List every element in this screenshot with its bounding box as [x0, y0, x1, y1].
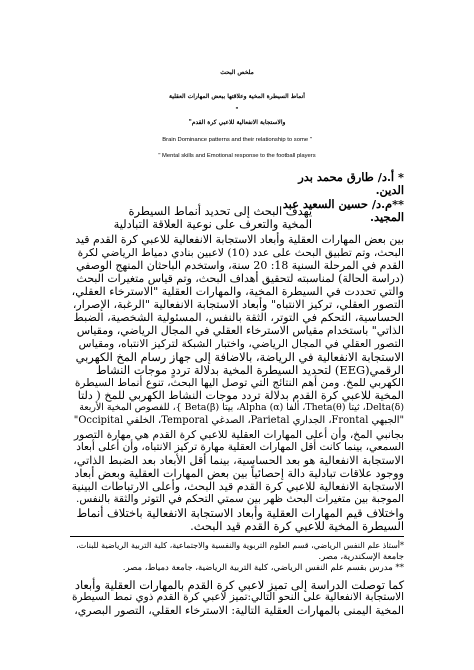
body-line: الموجبة بين متغيرات البحث ظهر بين سمتي التحكم في التوتر والثقة بالنفس. — [76, 493, 404, 505]
body-line: الاستجابة الانفعالية للاعبي كرة القدم قيد البحث، وأعلى الارتباطات البينية — [71, 480, 404, 493]
body-line: الكهربي للمخ. ومن أهم النتائج التي توصل اليها البحث، تنوع أنماط السيطرة — [74, 376, 404, 389]
body-line: (دراسة الحالة) لمناسبته لتحقيق أهداف البحث، وتم قياس متغيرات البحث — [76, 272, 404, 285]
body-line: الاستجابة الانفعالية هو بعد الحساسية، بينما أقل الأبعاد بعد الضبط الذاتي، — [73, 454, 404, 467]
body-line: القدم في المرحلة السنية 18: 20 سنة، واستخدم الباحثان المنهج الوصفي — [76, 259, 404, 272]
body-line: السيطرة المخية للاعبي كرة القدم قيد البحث. — [190, 519, 404, 533]
body-line: بجانبي المخ، وأن أعلى المهارات العقلية للاعبي كرة القدم هي مهارة التصور — [74, 428, 404, 441]
arabic-title-line-2: " — [235, 107, 239, 114]
footnote-1-cont: جامعة الإسكندرية، مصر. — [318, 552, 404, 562]
footnote-1: *أستاذ علم النفس الرياضي، قسم العلوم التربوية والنفسية والاجتماعية، كلية التربية الرياضية للبنات، — [76, 541, 404, 550]
body-line: ووجود علاقات تبادلية دالة إحصائياً بين بعض المهارات العقلية وبعض أبعاد — [74, 467, 404, 480]
footnote-separator — [70, 536, 404, 537]
body-line: التصور العقلي في المجال الرياضي، واختبار الشبكة لتركيز الانتباه، ومقياس — [78, 337, 404, 350]
body-line: "الجبهي Frontal، الجداري Parietal، الصدغي Temporal، الخلفي Occipital" — [73, 415, 404, 426]
closing-line: كما توصلت الدراسة إلى تميز لاعبي كرة القدم بالمهارات العقلية وأبعاد — [74, 578, 404, 592]
body-line: التصور العقلي، تركيز الانتباه" وأبعاد الاستجابة الانفعالية "الرغبة، الإصرار، — [72, 298, 404, 311]
body-line: الاستجابة الانفعالية في الرياضة، بالاضافة إلى جهاز رسام المخ الكهربي — [75, 350, 404, 364]
intro-line-1: يهدف البحث إلى تحديد أنماط السيطرة — [128, 204, 312, 218]
intro-line-2: المخية والتعرف على نوعية العلاقة التبادلية — [113, 217, 312, 231]
arabic-title-line-3: والاستجابة الانفعالية للاعبي كرة القدم" — [188, 119, 286, 126]
closing-line: الاستجابة الانفعالية على النحو التالي:تميز لاعبي كرة القدم ذوي نمط السيطرة — [72, 591, 404, 603]
body-line: الحساسية، التحكم في التوتر، الثقة بالنفس، المسئولية الشخصية، الضبط — [73, 311, 404, 324]
author-1-suffix: الدين. — [375, 183, 404, 197]
body-line: البحث، وتم تطبيق البحث على عدد (10) لاعبين بنادي دمياط الرياضي لكرة — [77, 246, 404, 259]
footnote-2: ** مدرس بقسم علم النفس الرياضي، كلية التربية الرياضية، جامعة دمياط، مصر. — [122, 563, 404, 573]
english-title-line-1: Brain Dominance patterns and their relationship to some " — [162, 137, 312, 143]
author-2-suffix: المجيد. — [370, 210, 404, 224]
author-1-name: * أ.د/ طارق محمد بدر — [298, 170, 404, 184]
body-line: بين بعض المهارات العقلية وأبعاد الاستجابة الانفعالية للاعبي كرة القدم قيد — [75, 233, 404, 246]
body-line: السمعي، بينما كانت أقل المهارات العقلية مهارة تركيز الانتباه، وأن أعلى أبعاد — [76, 441, 404, 453]
body-line: Delta(δ)، ثيتا Theta(θ)، ألفا Alpha (α)، بيتا Beta(β) }، للفصوص المخية الأربعة — [79, 402, 404, 413]
author-2-name: **م.د/ حسين السعيد عبد — [282, 197, 404, 211]
body-line: والتي تحددت في السيطرة المخية، والمهارات العقلية "الاسترخاء العقلي، — [71, 285, 404, 298]
abstract-heading: ملخص البحث — [220, 69, 254, 76]
closing-line: المخية اليمنى بالمهارات العقلية التالية: الاسترخاء العقلي، التصور البصري، — [74, 604, 404, 617]
body-line: المخية للاعبي كرة القدم بدلالة تردد موجات النشاط الكهربي للمخ ( دلتا — [77, 389, 404, 402]
body-line: واختلاف قيم المهارات العقلية وأبعاد الاستجابة الانفعالية باختلاف أنماط — [76, 506, 404, 520]
body-line: الذاتي" باستخدام مقياس الاسترخاء العقلي في المجال الرياضي، ومقياس — [76, 324, 404, 337]
english-title-line-2: " Mental skills and Emotional response to the football players — [158, 153, 316, 159]
body-line: الرقمي(EEG) لتحديد السيطرة المخية بدلالة ترددٍ موجات النشاط — [95, 363, 404, 377]
arabic-title-line-1: أنماط السيطرة المخية وعلاقتها ببعض المهارات العقلية — [169, 93, 305, 100]
